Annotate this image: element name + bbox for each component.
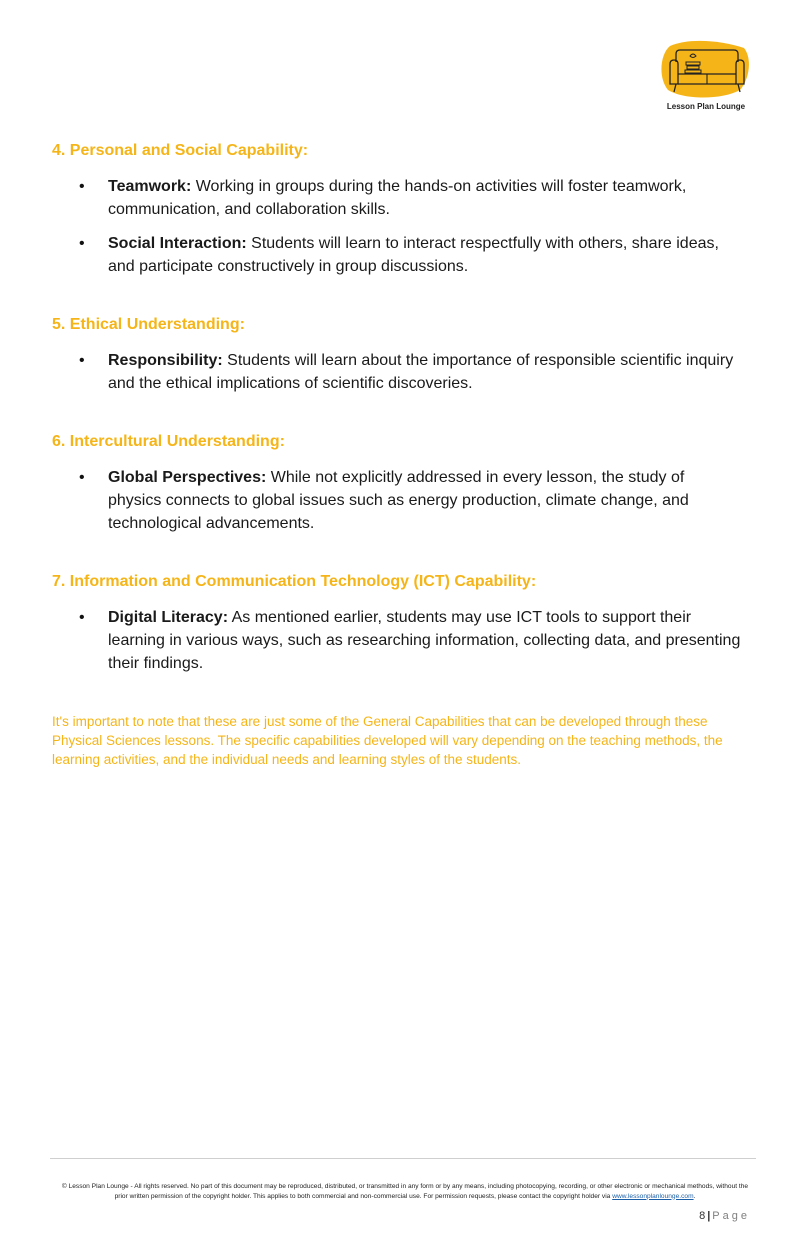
copyright-text: © Lesson Plan Lounge - All rights reserved. No part of this document may be reproduced, distributed, or transmitted in any form or by any means, including photocopying, recording, or other electronic or mechanical methods, without the prior written permission of the copyright holder. This applies to both commercial and non-commercial use. For permission requests, please contact the copyright holder via <box>61 1183 749 1200</box>
item-text: Working in groups during the hands-on activities will foster teamwork, communication, and collaboration skills. <box>108 178 687 218</box>
link-period: . <box>693 1192 696 1200</box>
list-item <box>52 466 742 535</box>
item-text: Students will learn to interact respectfully with others, share ideas, and participate constructively in group discussions. <box>108 235 719 275</box>
footer-copyright <box>55 1182 755 1201</box>
item-text: While not explicitly addressed in every lesson, the study of physics connects to global issues such as energy production, climate change, and technological advancements. <box>108 469 689 532</box>
list-item <box>52 349 742 395</box>
item-term: Digital Literacy: <box>108 609 229 626</box>
section-intercultural <box>52 432 742 535</box>
page-number-separator: | <box>707 1210 711 1222</box>
list-item <box>52 606 742 675</box>
item-term: Global Perspectives: <box>108 469 267 486</box>
section-heading: 7. Information and Communication Technology (ICT) Capability: <box>52 573 537 590</box>
section-ict <box>52 572 742 675</box>
section-personal-social <box>52 141 742 278</box>
footer-divider <box>50 1158 756 1159</box>
page-number <box>699 1210 750 1222</box>
item-term: Teamwork: <box>108 178 192 195</box>
closing-note: It's important to note that these are just some of the General Capabilities that can be developed through these Physical Sciences lessons. The specific capabilities developed will vary depending on the teaching methods, the learning activities, and the individual needs and learning styles of the students. <box>52 714 723 767</box>
bullet-list <box>52 606 742 675</box>
section-heading: 5. Ethical Understanding: <box>52 316 245 333</box>
section-heading: 6. Intercultural Understanding: <box>52 433 285 450</box>
section-ethical <box>52 315 742 395</box>
document-body <box>52 141 742 769</box>
logo <box>656 40 756 116</box>
item-text: Students will learn about the importance of responsible scientific inquiry and the ethical implications of scientific discoveries. <box>108 352 734 392</box>
bullet-list <box>52 175 742 278</box>
item-text: As mentioned earlier, students may use ICT tools to support their learning in various ways, such as researching information, collecting data, and presenting their findings. <box>108 609 741 672</box>
logo-text: Lesson Plan Lounge <box>666 102 746 111</box>
website-link[interactable]: www.lessonplanlounge.com <box>612 1192 694 1200</box>
sofa-icon <box>660 40 752 102</box>
list-item <box>52 175 742 221</box>
item-term: Social Interaction: <box>108 235 247 252</box>
page-label: Page <box>712 1210 750 1222</box>
bullet-list <box>52 349 742 395</box>
page-number-value: 8 <box>699 1210 706 1222</box>
list-item <box>52 232 742 278</box>
item-term: Responsibility: <box>108 352 223 369</box>
section-heading: 4. Personal and Social Capability: <box>52 142 309 159</box>
bullet-list <box>52 466 742 535</box>
